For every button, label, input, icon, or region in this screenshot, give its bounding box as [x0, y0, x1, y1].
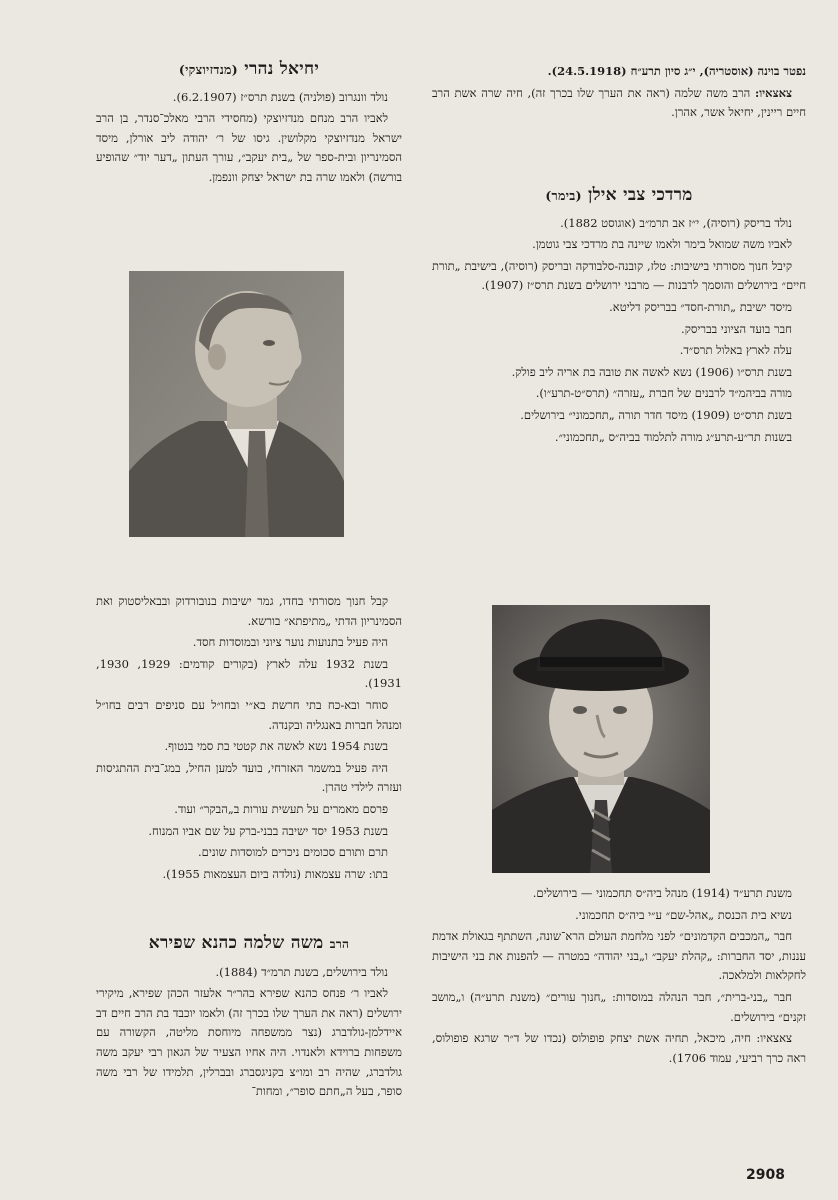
paragraph: בשנת תרס״ו (1906) נשא לאשה את טובה בת אריה ליב פולק. — [511, 364, 792, 379]
paragraph: לאביו הרב מנחם מנדזיוצקי (מחסידי הרבי מאלכ־סנדר, בן הרב ישראל מנדזיוצקי מקלושין. גיסו של ר׳ יהודה ליב אורלן, מיסד הסמינריון ובית-ספר של „בית יעקב״, עורך העתון „דער יוד״ שהופיע בורשה) ולאמו שרה בת ישראל יצחק וונפמן. — [96, 111, 402, 184]
paragraph: בשנת 1954 נשא לאשה את קטטי בת סמי בנטוף. — [164, 739, 388, 754]
entry-yechiel-continued — [96, 592, 402, 886]
portrait-yechiel-photo — [129, 271, 344, 537]
paragraph: מיסד ישיבת „תורת-חסד״ בבריסק דליטא. — [609, 299, 792, 314]
entry-name: משה שלמה כהנא שפירא — [148, 933, 324, 953]
paragraph: נשיא בית הכנסת „אהל-שם״ ע״י ביה״ס תחכמוני. — [575, 907, 792, 922]
entry-body-continued — [96, 592, 402, 884]
entry-body — [96, 88, 402, 188]
paragraph: היה פעיל בתנועות נוער ציוני ובמוסדות חסד. — [192, 635, 388, 650]
portrait-yechiel-image — [129, 271, 344, 537]
paragraph: בשנת 1932 עלה לארץ (בקורים קודמים: 1929, 1930, 1931). — [96, 656, 402, 691]
paragraph: בשנת 1953 יסד ישיבה בבני-ברק על שם אביו המנוח. — [148, 823, 388, 838]
paragraph: בשנות תר״ע-תרע״ג מורה לתלמוד בביה״ס „תחכמוני״. — [554, 429, 792, 444]
paragraph: בשנת תרס״ט (1909) מיסד חדר תורה „תחכמוני״ בירושלים. — [520, 407, 792, 422]
paragraph: לאביו משה שמואל בימר ולאמו שיינה בת מרדכי צבי גוטמן. — [532, 237, 792, 252]
paragraph: נולד בירושלים, בשנת תרמ״ד (1884). — [215, 964, 388, 979]
paragraph: מורה בביהמ״ד לרבנים של חברת „עזרה״ (תרס״ט-תרע״ו). — [535, 386, 792, 401]
paragraph: קיבל חנוך מסורתי בישיבות: טלז, קובנה-סלבודקה ובריסק (רוסיה), בישיבת „תורת חיים״ בירושלים והוסמך לרבנות — מרבני ירושלים בשנת תרס״ז (1907). — [432, 258, 806, 293]
paragraph: לאביו ר׳ פנחס כהנא שפירא בהר״ר אלעזר הכהן שפירא, מיקירי ירושלים (ראה את הערך שלו בכרך זה) ולאמו יוכבד בת הרב חיים דב איידלמן-גולדברג (נצר ממשפחה מיוחסת מליטה, הקשורה עם משפחות ברוידא ולאנדוי. היה אחיו הצעיר של הגאון רבי יעקב משה גולדברג, שהיה רב ומו״צ בקניגסברג ובברלין, תלמידו של רבי משה סופר, בעל ה„חתם סופר״, ומחות־ — [96, 986, 402, 1099]
paragraph: פרסם מאמרים על תעשית עורות ב„הבקר״ ועוד. — [174, 801, 388, 816]
entry-yechiel — [96, 60, 402, 190]
paragraph: בתו: שרה עצמאות (נולדה ביום העצמאות 1955). — [162, 866, 388, 881]
entry-body — [432, 214, 806, 448]
paragraph: קבל חנוך מסורתי בחדו, גמר ישיבות בנובורדוק ובבאליסטוק ואת הסמינריון הדתי „מתיפתא״ בורשא. — [96, 594, 402, 628]
entry-alt-name: (בימר) — [545, 188, 582, 203]
entry-title — [432, 186, 806, 206]
paragraph: נולד בריסק (רוסיה), י״ז אב תרמ״ב (אוגוסט 1882). — [560, 215, 792, 230]
paragraph: צאצאיו: חיה, מיכאל, תחיה אשת יצחק פופולוס (נכדו של ד״ר שרגא פופולוס, ראה כרך רביעי, עמוד 1706). — [432, 1031, 806, 1065]
portrait-mordechai-photo — [492, 605, 710, 873]
right-column-top — [432, 62, 806, 125]
entry-title — [96, 934, 402, 955]
entry-name: יחיאל נהרי — [244, 59, 320, 79]
entry-mordechai — [432, 186, 806, 449]
descendants-label: צאצאיו: — [754, 85, 793, 100]
entry-body-continued — [432, 884, 806, 1068]
paragraph: היה פעיל במשמר האזרחי, בועד למען החיל, במג־בית ההתגיסות ועזרה לילדי טהרן. — [96, 760, 402, 795]
paragraph: חבר בועד הציוני בבריסק. — [681, 321, 792, 336]
entry-mordechai-continued — [432, 884, 806, 1070]
paragraph: עלה לארץ באלול תרס״ד. — [679, 343, 792, 358]
paragraph: תרם ותורם סכומים ניכרים למוסדות שונים. — [197, 845, 388, 860]
paragraph: חבר „המכבים הקדמונים״ לפני מלחמת העולם הרא־שונה, השתתף בגאולת אדמת עננות, יסד החברות: „קהלת יעקב״ ו„בני יהודה״ במטרה — להפנות את בני הישיבות לחקלאות ולמלאכה. — [432, 929, 806, 983]
descendants-text: הרב משה שלמה (ראה את הערך שלו בכרך זה), חיה שרה אשת הרב חיים ריינין, יחיאל אשר, אהרן. — [432, 85, 806, 120]
paragraph: סוחר ובא-כח בתי חרשת בא״י ובחו״ל עם סניפים רבים בחו״ל ומנהל חברות באנגליה ובקנדה. — [96, 697, 402, 732]
paragraph: משנת תרע״ד (1914) מנהל ביה״ס תחכמוני — בירושלים. — [532, 886, 792, 900]
page-number: 2908 — [746, 1167, 785, 1183]
entry-title — [96, 60, 402, 80]
death-note: נפטר בוינה (אוסטריה), י״ג סיון תרע״ח (24.5.1918). — [547, 64, 806, 78]
paragraph: חבר „בני-ברית״, חבר הנהלה במוסדות: „חנוך עורים״ (משנת תרע״ה) ו„מושב זקנים״ בירושלים. — [432, 989, 806, 1024]
descendants-note — [432, 84, 806, 123]
entry-moshe — [96, 934, 402, 1104]
portrait-mordechai-image — [492, 605, 710, 873]
entry-alt-name: (מנדזיוצקי) — [178, 62, 238, 77]
entry-prefix: הרב — [329, 937, 350, 951]
entry-body — [96, 963, 402, 1102]
entry-name: מרדכי צבי אילן — [588, 185, 693, 205]
paragraph: נולד וונגרוב (פולניה) בשנת תרס״ז (6.2.1907). — [172, 89, 388, 104]
